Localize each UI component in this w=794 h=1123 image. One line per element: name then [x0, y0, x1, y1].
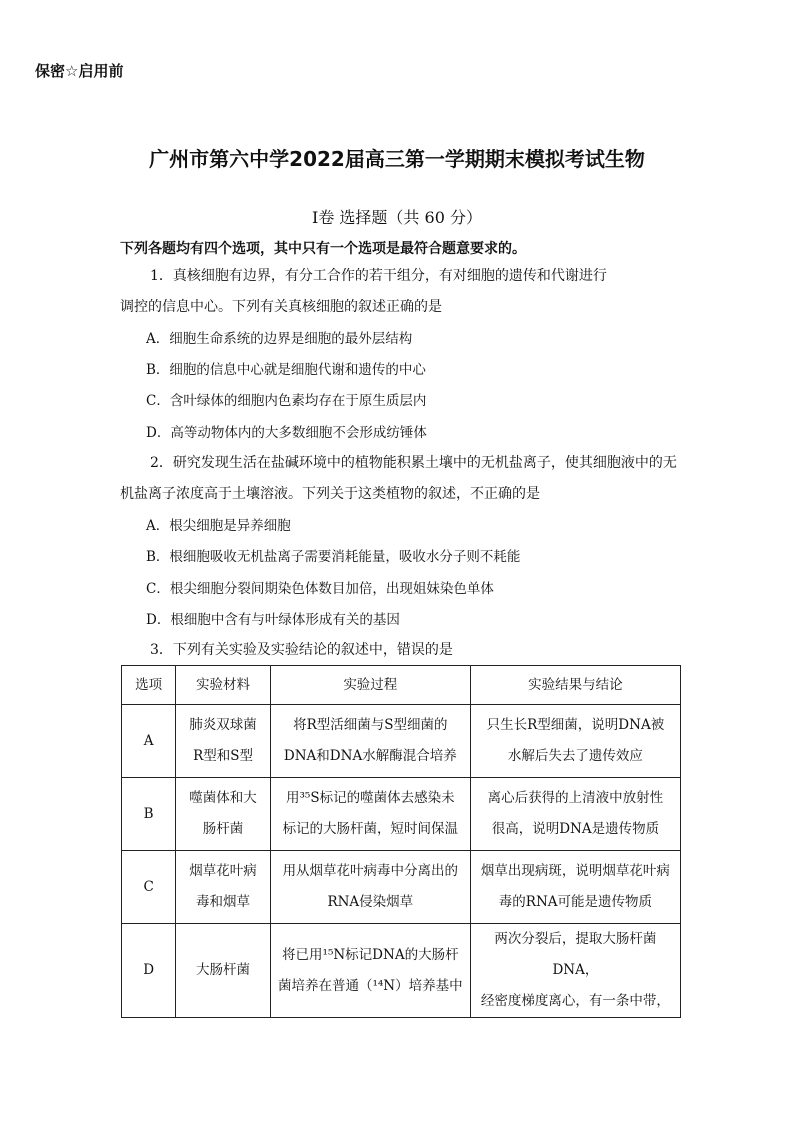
- instruction-text: 下列各题均有四个选项，其中只有一个选项是最符合题意要求的。: [120, 241, 526, 257]
- row-process: [270, 705, 470, 778]
- cell-line: 将已用¹⁵N标记DNA的大肠杆: [282, 946, 459, 963]
- experiment-table: [121, 665, 681, 1018]
- header-option: 选项: [122, 666, 176, 705]
- confidential-label: 保密☆启用前: [35, 62, 124, 80]
- cell-line: 两次分裂后，提取大肠杆菌DNA，: [494, 931, 657, 978]
- cell-line: 肠杆菌: [202, 821, 244, 837]
- cell-line: 只生长R型细菌，说明DNA被: [486, 717, 665, 733]
- cell-line: 标记的大肠杆菌，短时间保温: [282, 821, 459, 837]
- cell-line: 水解后失去了遗传效应: [507, 748, 643, 764]
- cell-line: 经密度梯度离心，有一条中带，: [480, 993, 670, 1009]
- table-row: [122, 705, 681, 778]
- question-1-option-a: A．细胞生命系统的边界是细胞的最外层结构: [146, 331, 413, 347]
- table-header-row: [122, 666, 681, 705]
- question-2-option-a: A．根尖细胞是异养细胞: [146, 518, 291, 534]
- question-3-stem: 3．下列有关实验及实验结论的叙述中，错误的是: [150, 642, 453, 658]
- question-1-stem-line-1: 1．真核细胞有边界，有分工合作的若干组分，有对细胞的遗传和代谢进行: [150, 268, 607, 284]
- header-process: 实验过程: [270, 666, 470, 705]
- question-2-option-c: C．根尖细胞分裂间期染色体数目加倍，出现姐妹染色单体: [146, 581, 494, 597]
- cell-line: 烟草出现病斑，说明烟草花叶病: [480, 863, 670, 879]
- row-material: [176, 778, 271, 851]
- header-result: 实验结果与结论: [470, 666, 680, 705]
- question-1-option-b: B．细胞的信息中心就是细胞代谢和遗传的中心: [146, 362, 426, 378]
- question-2-option-d: D．根细胞中含有与叶绿体形成有关的基因: [146, 612, 400, 628]
- row-result: [470, 705, 680, 778]
- row-material: [176, 851, 271, 924]
- question-1-option-d: D．高等动物体内的大多数细胞不会形成纺锤体: [146, 425, 427, 441]
- table-row: [122, 851, 681, 924]
- cell-line: 用³⁵S标记的噬菌体去感染未: [286, 790, 455, 806]
- header-material: 实验材料: [176, 666, 271, 705]
- cell-line: 将R型活细菌与S型细菌的: [293, 717, 448, 733]
- question-2-option-b: B．根细胞吸收无机盐离子需要消耗能量，吸收水分子则不耗能: [146, 549, 521, 565]
- row-label: B: [122, 778, 176, 851]
- cell-line: 肺炎双球菌: [189, 717, 257, 733]
- cell-line: 离心后获得的上清液中放射性: [487, 790, 664, 806]
- table-row: [122, 778, 681, 851]
- cell-line: 毒和烟草: [196, 894, 251, 910]
- row-result: [470, 778, 680, 851]
- question-2-stem-line-1: 2．研究发现生活在盐碱环境中的植物能积累土壤中的无机盐离子，使其细胞液中的无: [150, 455, 677, 471]
- row-result: [470, 851, 680, 924]
- cell-line: 毒的RNA可能是遗传物质: [498, 894, 653, 910]
- row-process: [270, 924, 470, 1018]
- row-result: [470, 924, 680, 1018]
- cell-line: R型和S型: [193, 748, 253, 764]
- row-label: A: [122, 705, 176, 778]
- cell-line: 用从烟草花叶病毒中分离出的: [282, 863, 459, 879]
- cell-line: 大肠杆菌: [196, 962, 251, 978]
- question-1-stem-line-2: 调控的信息中心。下列有关真核细胞的叙述正确的是: [120, 299, 442, 315]
- section-heading: Ⅰ卷 选择题（共 60 分）: [312, 208, 482, 227]
- row-material: [176, 924, 271, 1018]
- question-1-option-c: C．含叶绿体的细胞内色素均存在于原生质层内: [146, 393, 427, 409]
- row-material: [176, 705, 271, 778]
- page-title: 广州市第六中学2022届高三第一学期期末模拟考试生物: [149, 147, 645, 171]
- row-label: C: [122, 851, 176, 924]
- cell-line: 菌培养在普通（¹⁴N）培养基中: [277, 977, 463, 994]
- cell-line: RNA侵染烟草: [327, 894, 414, 910]
- question-2-stem-line-2: 机盐离子浓度高于土壤溶液。下列关于这类植物的叙述，不正确的是: [120, 486, 540, 502]
- cell-line: 很高，说明DNA是遗传物质: [491, 821, 660, 837]
- cell-line: 烟草花叶病: [189, 863, 257, 879]
- row-process: [270, 778, 470, 851]
- cell-line: DNA和DNA水解酶混合培养: [283, 748, 457, 764]
- row-process: [270, 851, 470, 924]
- row-label: D: [122, 924, 176, 1018]
- cell-line: 噬菌体和大: [189, 790, 257, 806]
- table-row: [122, 924, 681, 1018]
